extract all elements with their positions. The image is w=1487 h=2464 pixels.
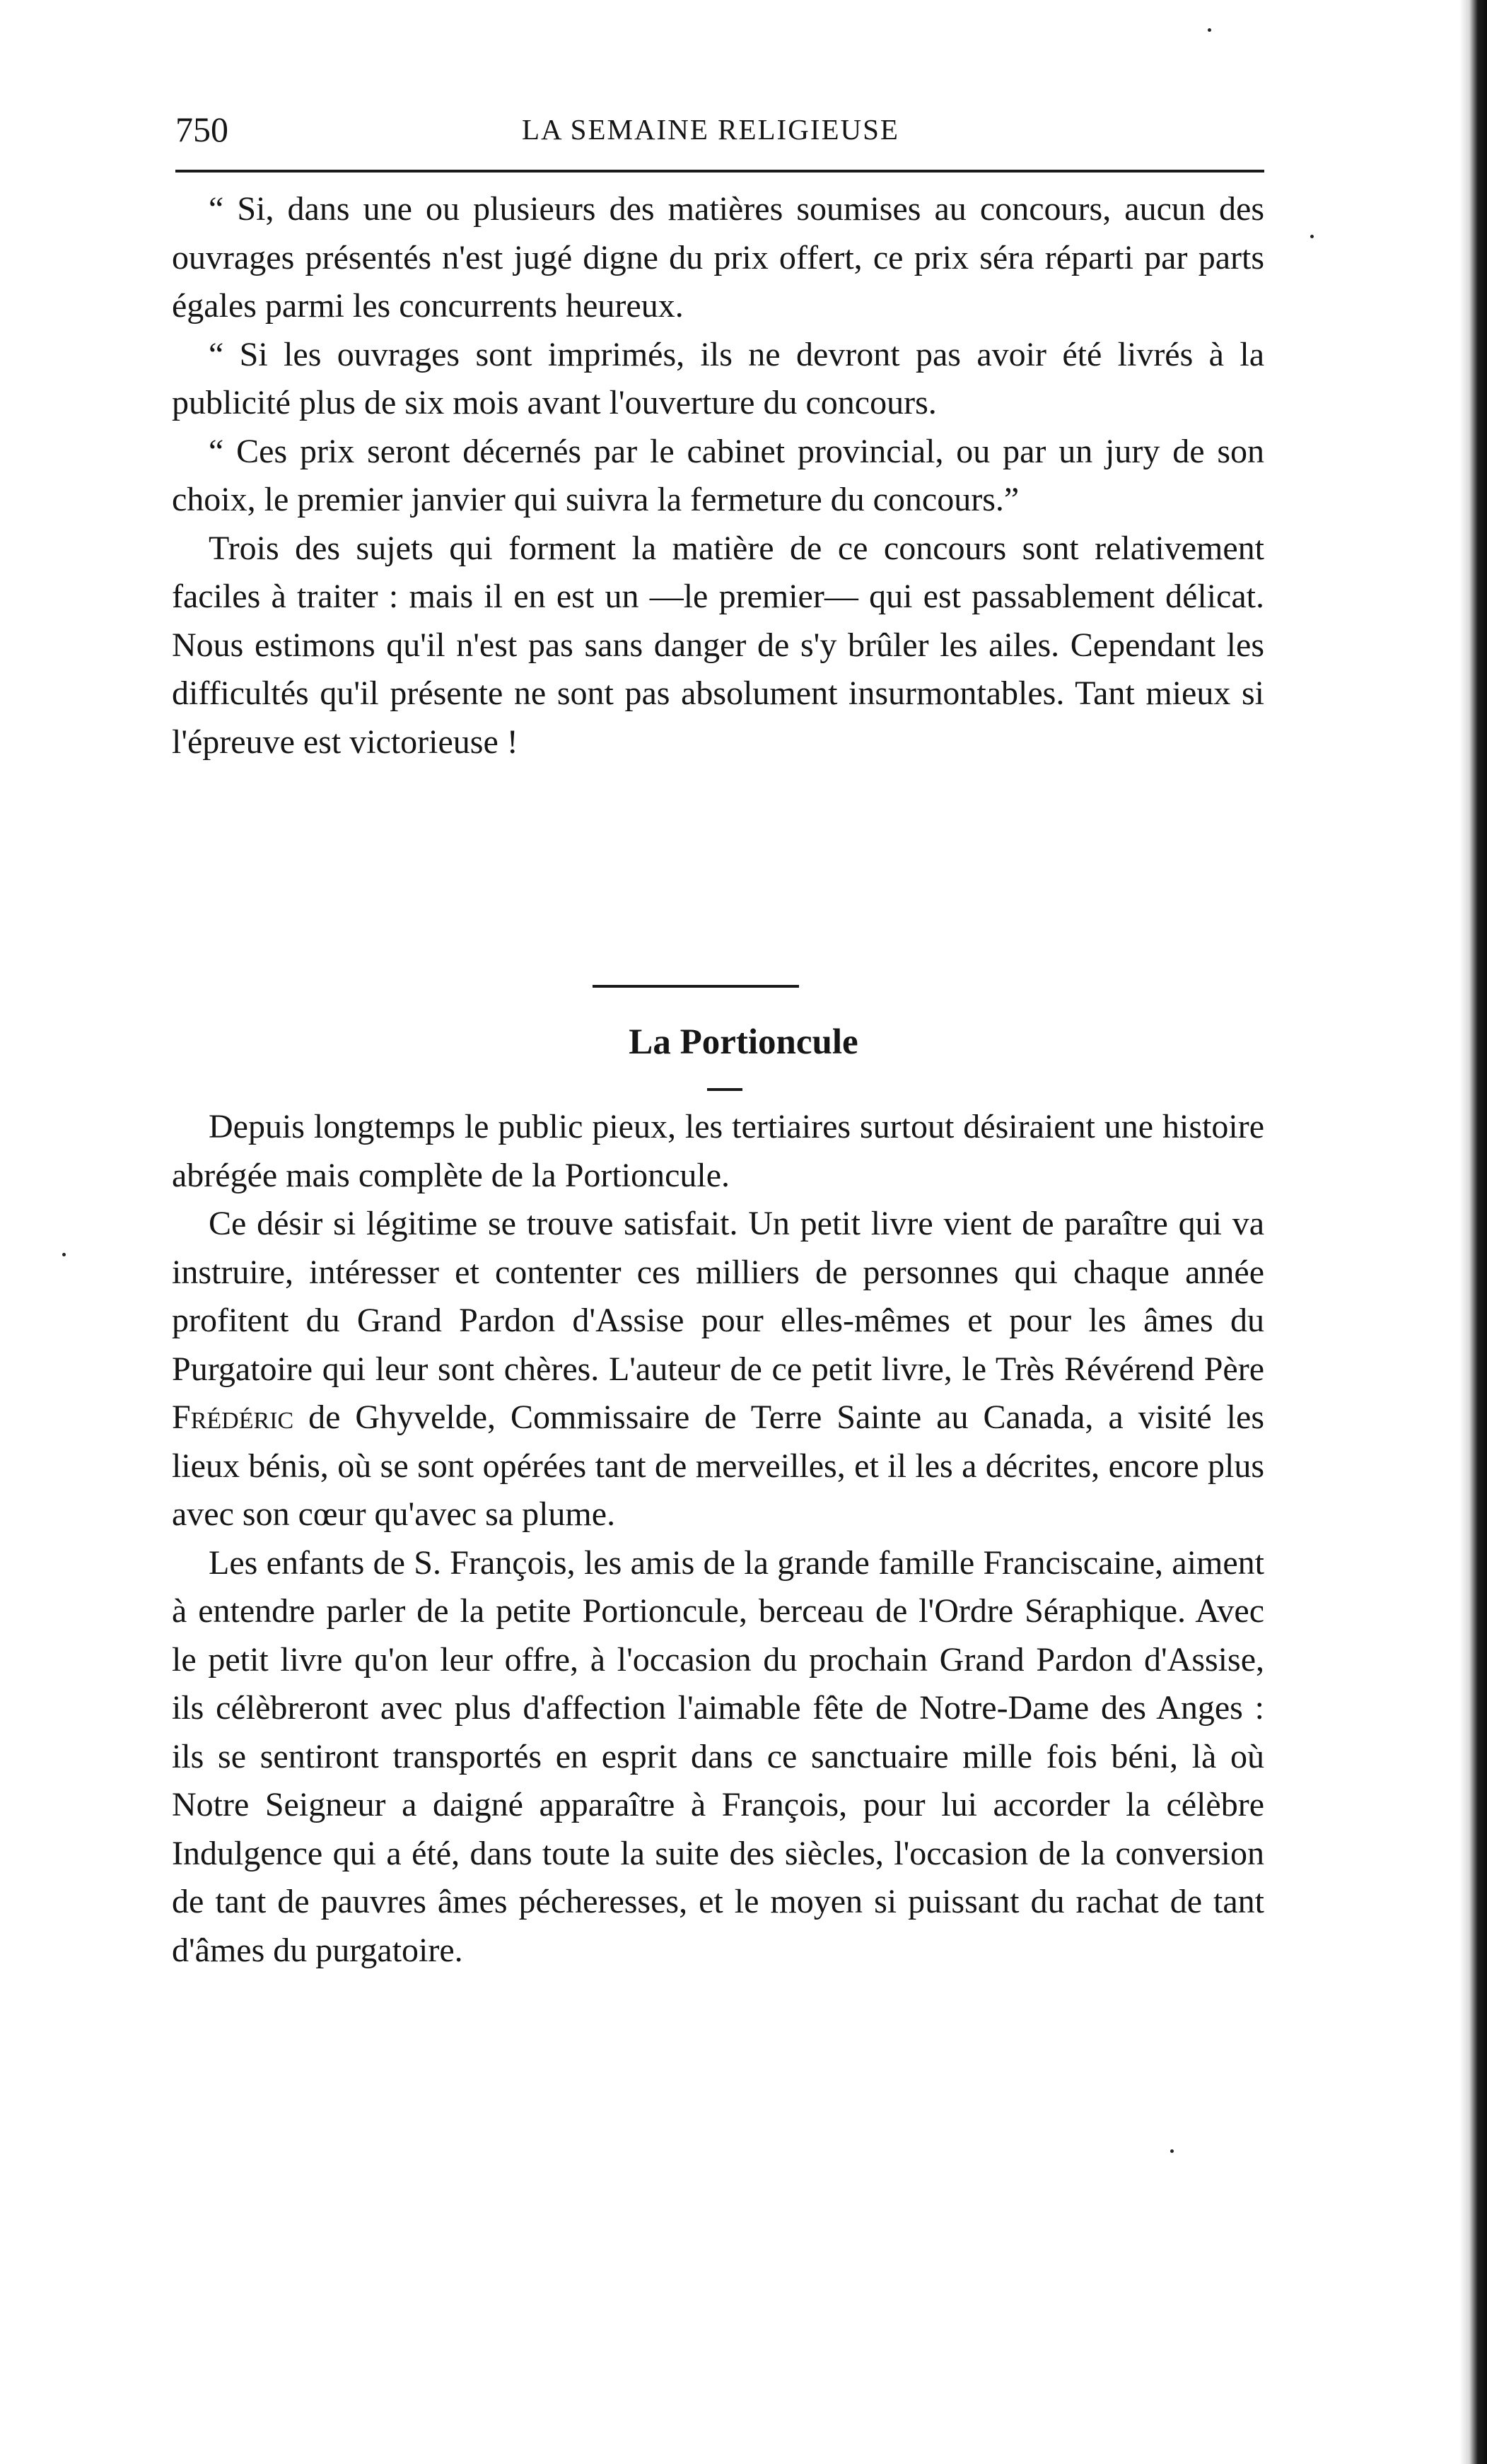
scan-speck <box>1310 235 1314 238</box>
paragraph-rule-jury: “ Ces prix seront décernés par le cabinet provincial, ou par un jury de son choix, le premier janvier qui suivra la fermeture du concours.” <box>172 432 1264 518</box>
section-separator-rule <box>593 985 799 988</box>
portioncule-text-block <box>172 1103 1264 1975</box>
paragraph-new-book-start: Ce désir si légitime se trouve satisfait. Un petit livre vient de paraître qui va instruire, intéresser et contenter ces milliers de personnes qui chaque année profitent du Grand Pardon d'Assise pour elles-mêmes et pour les âmes du Purgatoire qui leur sont chères. L'auteur de ce petit livre, le Très Révérend Père <box>172 1205 1264 1388</box>
page-binding-edge <box>1459 0 1487 2464</box>
heading-dash <box>707 1088 742 1091</box>
paragraph-new-book <box>172 1200 1264 1539</box>
scan-speck <box>62 1253 66 1256</box>
paragraph-new-book-end: de Ghyvelde, Commissaire de Terre Sainte au Canada, a visité les lieux bénis, où se sont opérées tant de merveilles, et il les a décrites, encore plus avec son cœur qu'avec sa plume. <box>172 1399 1264 1533</box>
page-number: 750 <box>175 110 228 149</box>
scan-speck <box>1170 2149 1174 2153</box>
paragraph-rule-printed-works: “ Si les ouvrages sont imprimés, ils ne devront pas avoir été livrés à la publicité plus de six mois avant l'ouverture du concours. <box>172 335 1264 421</box>
header-rule <box>175 170 1264 173</box>
scan-speck <box>1208 28 1211 32</box>
section-heading: La Portioncule <box>629 1022 858 1062</box>
paragraph-intro: Depuis longtemps le public pieux, les tertiaires surtout désiraient une histoire abrégée mais complète de la Portioncule. <box>172 1108 1264 1194</box>
running-header <box>175 105 1261 154</box>
author-first-name: Frédéric <box>172 1399 294 1436</box>
paragraph-franciscan-family: Les enfants de S. François, les amis de la grande famille Franciscaine, aiment à entendre parler de la petite Portioncule, berceau de l'Ordre Séraphique. Avec le petit livre qu'on leur offre, à l'occasion du prochain Grand Pardon d'Assise, ils célèbreront avec plus d'affection l'aimable fête de Notre-Dame des Anges : ils se sentiront transportés en esprit dans ce sanctuaire mille fois béni, là où Notre Seigneur a daigné apparaître à François, pour lui accorder la célèbre Indulgence qui a été, dans toute la suite des siècles, l'occasion de la conversion de tant de pauvres âmes pécheresses, et le moyen si puissant du rachat de tant d'âmes du purgatoire. <box>172 1543 1264 1969</box>
journal-title: LA SEMAINE RELIGIEUSE <box>522 113 899 146</box>
concours-text-block <box>172 185 1264 766</box>
paragraph-rule-prize-shared: “ Si, dans une ou plusieurs des matières soumises au concours, aucun des ouvrages présentés n'est jugé digne du prix offert, ce prix séra réparti par parts égales parmi les concurrents heureux. <box>172 190 1264 325</box>
paragraph-commentary: Trois des sujets qui forment la matière de ce concours sont relativement faciles à traiter : mais il en est un —le premier— qui est passablement délicat. Nous estimons qu'il n'est pas sans danger de s'y brûler les ailes. Cependant les difficultés qu'il présente ne sont pas absolument insurmontables. Tant mieux si l'épreuve est victorieuse ! <box>172 529 1264 761</box>
